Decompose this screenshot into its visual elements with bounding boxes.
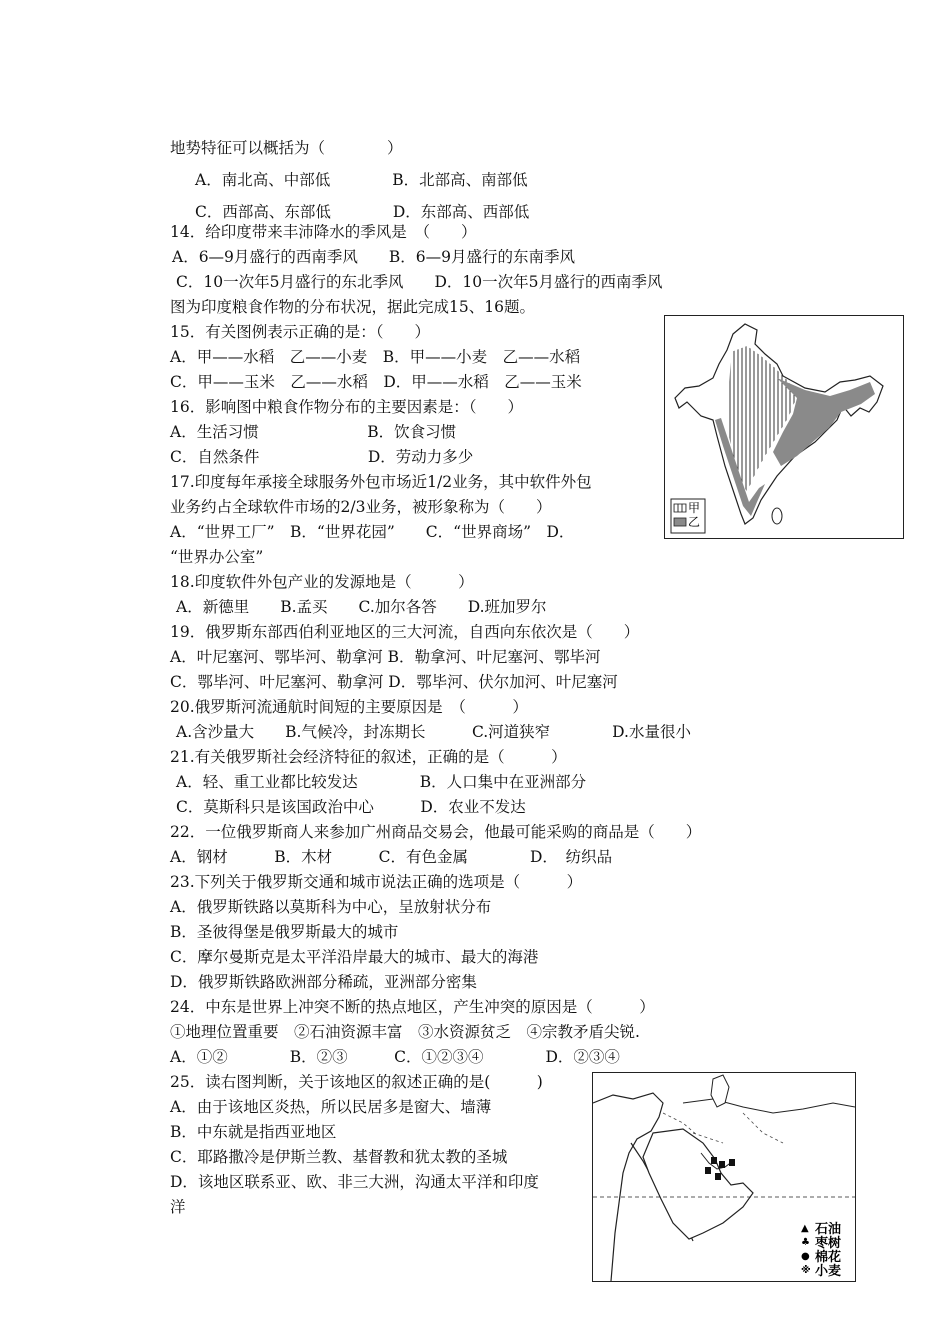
legend-date-symbol: ♣ [801,1237,810,1248]
legend-oil-label: 石油 [815,1222,842,1237]
question-23: 23.下列关于俄罗斯交通和城市说法正确的选项是（ ） [170,873,583,891]
legend-wheat-symbol: ※ [801,1265,811,1276]
question-24: 24．中东是世界上冲突不断的热点地区，产生冲突的原因是（ ） [170,998,655,1016]
question-16: 16．影响图中粮食作物分布的主要因素是：（ ） [170,398,523,416]
option-line: C．莫斯科只是该国政治中心 D．农业不发达 [176,798,526,816]
option-line: A．钢材 B．木材 C．有色金属 D． 纺织品 [170,848,613,866]
legend-date-label: 枣树 [815,1236,842,1251]
text-line: 地势特征可以概括为（ ） [170,139,403,157]
coastline [593,1093,663,1281]
question-21: 21.有关俄罗斯社会经济特征的叙述，正确的是（ ） [170,748,567,766]
middle-east-map [592,1072,856,1282]
question-17: 17.印度每年承接全球服务外包市场近1/2业务，其中软件外包 [170,473,592,491]
option-line: A．南北高、中部低 B．北部高、南部低 [195,171,528,189]
option-line: A．新德里 B.孟买 C.加尔各答 D.班加罗尔 [176,598,547,616]
question-22: 22．一位俄罗斯商人来参加广州商品交易会，他最可能采购的商品是（ ） [170,823,702,841]
option-line: C．甲——玉米 乙——水稻 D．甲——水稻 乙——玉米 [170,373,582,391]
option-line: A．轻、重工业都比较发达 B．人口集中在亚洲部分 [176,773,587,791]
india-map-figure [665,316,903,538]
option-line: A．生活习惯 B．饮食习惯 [170,423,457,441]
legend-jia-label: 甲 [688,501,701,515]
option-line: “世界办公室” [170,548,264,566]
option-line: B．中东就是指西亚地区 [170,1123,337,1141]
question-15: 15．有关图例表示正确的是：（ ） [170,323,430,341]
text-line: 洋 [170,1198,186,1216]
option-line: A．①② B．②③ C．①②③④ D．②③④ [170,1048,620,1066]
option-line: C．西部高、东部低 D．东部高、西部低 [195,203,530,221]
legend-wheat-label: 小麦 [815,1264,842,1279]
option-line: C．自然条件 D．劳动力多少 [170,448,474,466]
question-25: 25．读右图判断，关于该地区的叙述正确的是( ) [170,1073,543,1091]
map-legend [671,499,705,533]
me-legend [801,1221,841,1279]
option-line: D．俄罗斯铁路欧洲部分稀疏，亚洲部分密集 [170,973,477,991]
arabian-peninsula [643,1129,753,1239]
option-line: C．摩尔曼斯克是太平洋沿岸最大的城市、最大的海港 [170,948,539,966]
question-18: 18.印度软件外包产业的发源地是（ ） [170,573,474,591]
legend-yi-label: 乙 [688,515,701,529]
legend-cotton-label: 棉花 [815,1250,842,1265]
option-line: D．该地区联系亚、欧、非三大洲，沟通太平洋和印度 [170,1173,539,1191]
legend-oil-symbol: ▲ [801,1223,809,1234]
option-line: A．叶尼塞河、鄂毕河、勒拿河 B．勒拿河、叶尼塞河、鄂毕河 [170,648,601,666]
iran-coast [683,1099,855,1113]
option-line: C．10一次年5月盛行的东北季风 D．10一次年5月盛行的西南季风 [176,273,663,291]
middle-east-map-figure [593,1073,855,1281]
legend-cotton-symbol: ● [801,1251,810,1262]
option-line: A．由于该地区炎热，所以民居多是窗大、墙薄 [170,1098,492,1116]
legend-yi-swatch [674,518,686,526]
text-line: 业务约占全球软件市场的2/3业务，被形象称为（ ） [170,498,552,516]
question-14: 14．给印度带来丰沛降水的季风是 （ ） [170,223,477,241]
option-line: A.含沙量大 B.气候冷，封冻期长 C.河道狭窄 D.水量很小 [176,723,691,741]
sri-lanka [772,508,782,524]
text-line: ①地理位置重要 ②石油资源丰富 ③水资源贫乏 ④宗教矛盾尖锐. [170,1023,640,1041]
option-line: B．圣彼得堡是俄罗斯最大的城市 [170,923,399,941]
question-20: 20.俄罗斯河流通航时间短的主要原因是 （ ） [170,698,528,716]
question-19: 19．俄罗斯东部西伯利亚地区的三大河流，自西向东依次是（ ） [170,623,640,641]
option-line: A．俄罗斯铁路以莫斯科为中心，呈放射状分布 [170,898,492,916]
legend-jia-swatch [674,504,686,512]
option-line: A．“世界工厂” B．“世界花园” C．“世界商场” D． [170,523,575,541]
india-crop-map [664,315,904,539]
option-line: A．6—9月盛行的西南季风 B．6—9月盛行的东南季风 [172,248,576,266]
text-line: 图为印度粮食作物的分布状况，据此完成15、16题。 [170,298,535,316]
option-line: A．甲——水稻 乙——小麦 B．甲——小麦 乙——水稻 [170,348,581,366]
option-line: C．鄂毕河、叶尼塞河、勒拿河 D．鄂毕河、伏尔加河、叶尼塞河 [170,673,618,691]
option-line: C．耶路撒冷是伊斯兰教、基督教和犹太教的圣城 [170,1148,508,1166]
